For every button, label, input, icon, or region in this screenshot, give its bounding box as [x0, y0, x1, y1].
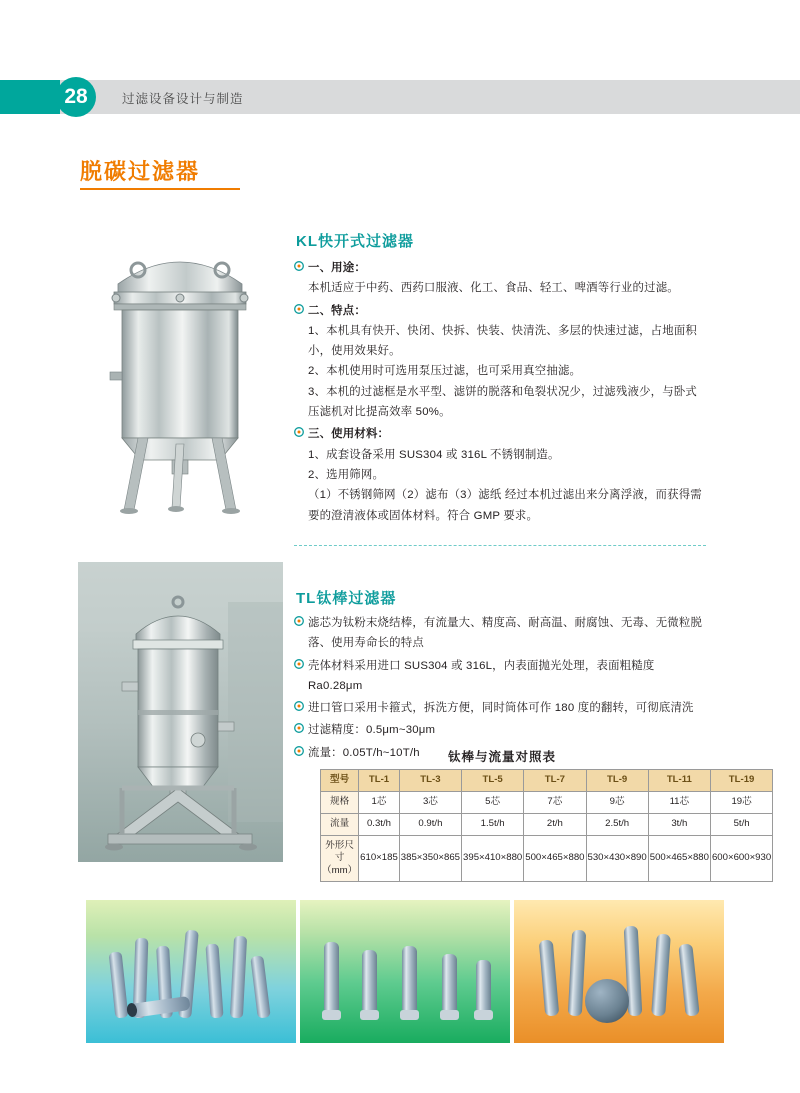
section-kl-title: KL快开式过滤器	[296, 233, 414, 250]
table-cell: 610×185	[359, 836, 400, 882]
list-item	[294, 258, 706, 299]
table-cell: 外形尺寸（mm）	[321, 836, 359, 882]
bullet-diamond-icon	[294, 304, 308, 314]
table-cell: 600×600×930	[710, 836, 772, 882]
table-cell: 1芯	[359, 792, 400, 814]
titanium-flow-table	[320, 769, 773, 882]
list-item-lead: 三、使用材料：	[308, 428, 390, 441]
table-cell: TL-9	[586, 770, 648, 792]
tl-titanium-rod-filter-photo	[78, 562, 283, 862]
table-cell: 5芯	[462, 792, 524, 814]
list-item-lead: 一、用途：	[308, 262, 366, 274]
table-caption: 钛棒与流量对照表	[447, 750, 556, 764]
table-cell: 395×410×880	[462, 836, 524, 882]
titanium-cartridges-orange-photo	[514, 900, 724, 1043]
list-item	[294, 656, 710, 697]
title-underline	[80, 188, 240, 190]
list-item-text: 流量：0.05T/h~10T/h	[308, 746, 420, 759]
list-item	[294, 613, 710, 654]
list-item-text: 滤芯为钛粉末烧结棒，有流量大、精度高、耐高温、耐腐蚀、无毒、无微粒脱落、使用寿命长的特点	[308, 617, 703, 650]
section-kl-bullets	[294, 258, 706, 528]
list-item-line: 2、选用筛网。	[308, 468, 385, 481]
table-cell: 9芯	[586, 792, 648, 814]
table-row	[321, 770, 773, 792]
list-item-text	[308, 424, 706, 525]
page-number-badge: 28	[56, 77, 96, 117]
table-row	[321, 814, 773, 836]
list-item-line: （1）不锈钢筛网（2）滤布（3）滤纸 经过本机过滤出来分离浮液，而获得需要的澄清液体或固体材料。符合 GMP 要求。	[308, 489, 702, 522]
bullet-diamond-icon	[294, 427, 308, 437]
kl-filter-vessel-photo	[80, 222, 280, 522]
list-item-text: 壳体材料采用进口 SUS304 或 316L，内表面抛光处理，表面粗糙度 Ra0.28μm	[308, 659, 655, 692]
list-item-line: 1、本机具有快开、快闭、快拆、快装、快清洗、多层的快速过滤，占地面积小，使用效果好。	[308, 324, 698, 358]
table-cell: 1.5t/h	[462, 814, 524, 836]
list-item	[294, 698, 710, 718]
bullet-diamond-icon	[294, 723, 308, 733]
section-tl-title: TL钛棒过滤器	[296, 590, 397, 607]
list-item-text	[308, 258, 706, 299]
list-item-line: 1、成套设备采用 SUS304 或 316L 不锈钢制造。	[308, 448, 560, 461]
table-cell: 型号	[321, 770, 359, 792]
table-cell: 19芯	[710, 792, 772, 814]
table-cell: TL-19	[710, 770, 772, 792]
list-item-line: 3、本机的过滤框是水平型、滤饼的脱落和龟裂状况少，过滤残液少，与卧式压滤机对比提高效率 50%。	[308, 385, 698, 419]
list-item-line: 2、本机使用时可选用泵压过滤，也可采用真空抽滤。	[308, 365, 582, 378]
table-cell: 7芯	[524, 792, 586, 814]
table-cell: 3芯	[399, 792, 461, 814]
page-title: 脱碳过滤器	[80, 159, 201, 184]
bullet-diamond-icon	[294, 261, 308, 271]
list-item-lead: 二、特点：	[308, 304, 366, 317]
list-item-text	[308, 301, 706, 423]
bullet-diamond-icon	[294, 701, 308, 711]
table-cell: 流量	[321, 814, 359, 836]
list-item	[294, 720, 710, 740]
table-cell: TL-11	[648, 770, 710, 792]
table-cell: 385×350×865	[399, 836, 461, 882]
table-cell: 2t/h	[524, 814, 586, 836]
table-row	[321, 836, 773, 882]
table-cell: TL-1	[359, 770, 400, 792]
running-header-title: 过滤设备设计与制造	[122, 92, 244, 106]
table-cell: 530×430×890	[586, 836, 648, 882]
header-bar	[0, 80, 800, 114]
list-item-text: 过滤精度：0.5μm~30μm	[308, 724, 436, 737]
list-item	[294, 301, 706, 423]
table-cell: 11芯	[648, 792, 710, 814]
table-cell: 500×465×880	[648, 836, 710, 882]
titanium-cartridges-green-photo	[300, 900, 510, 1043]
bullet-diamond-icon	[294, 616, 308, 626]
table-cell: TL-7	[524, 770, 586, 792]
list-item-text: 进口管口采用卡箍式，拆洗方便，同时筒体可作 180 度的翻转，可彻底清洗	[308, 702, 694, 715]
list-item	[294, 424, 706, 525]
table-cell: 5t/h	[710, 814, 772, 836]
table-cell: 0.9t/h	[399, 814, 461, 836]
header-accent-block	[0, 80, 60, 114]
section-divider	[294, 545, 706, 546]
table-cell: TL-3	[399, 770, 461, 792]
table-cell: TL-5	[462, 770, 524, 792]
table-cell: 500×465×880	[524, 836, 586, 882]
table-cell: 3t/h	[648, 814, 710, 836]
bullet-diamond-icon	[294, 659, 308, 669]
table-row	[321, 792, 773, 814]
list-item-line: 本机适应于中药、西药口服液、化工、食品、轻工、啤酒等行业的过滤。	[308, 282, 679, 295]
section-tl-bullets	[294, 613, 710, 765]
table-cell: 2.5t/h	[586, 814, 648, 836]
table-cell: 规格	[321, 792, 359, 814]
titanium-cartridges-blue-photo	[86, 900, 296, 1043]
table-cell: 0.3t/h	[359, 814, 400, 836]
